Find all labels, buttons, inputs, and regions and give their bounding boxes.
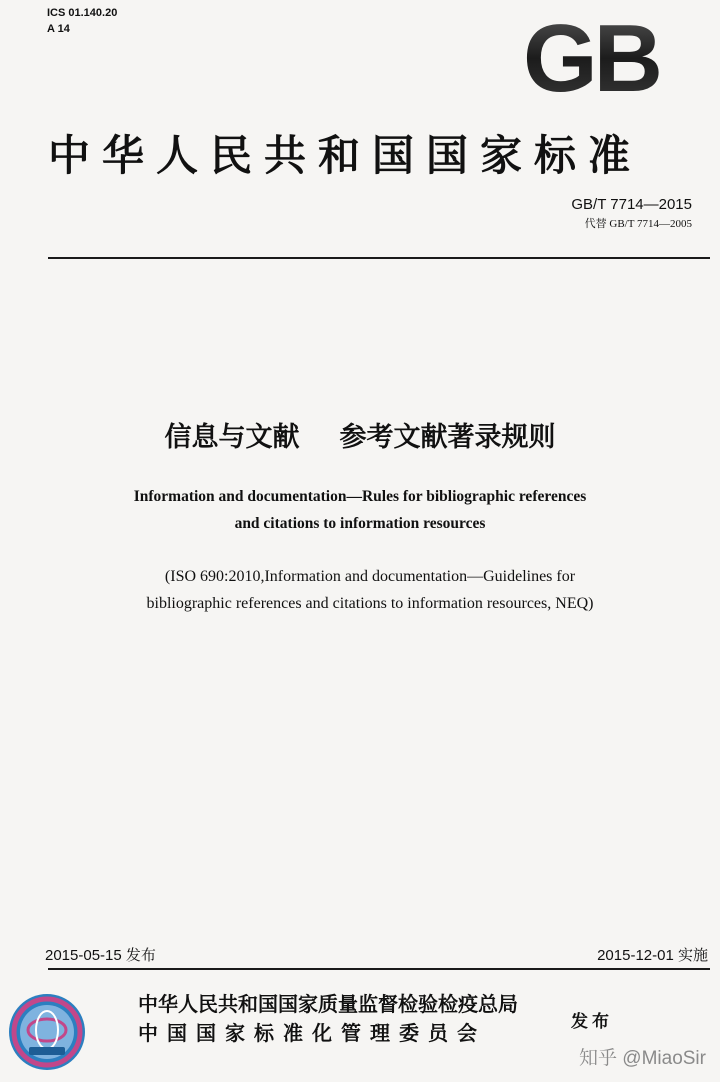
- english-title-line2: and citations to information resources: [234, 515, 486, 532]
- ics-code: ICS 01.140.20: [47, 7, 118, 19]
- chinese-title: [0, 415, 720, 454]
- watermark: 知乎 @MiaoSir: [579, 1048, 706, 1069]
- chinese-title-part2: 参考文献著录规则: [339, 422, 556, 453]
- classification-block: [47, 5, 117, 37]
- header-divider: [48, 257, 710, 259]
- svg-text:GB: GB: [523, 17, 659, 97]
- standard-code: GB/T 7714—2015: [571, 196, 692, 213]
- publish-label: 发布: [571, 1012, 613, 1032]
- footer-divider: [48, 968, 710, 970]
- gb-logo-icon: [512, 17, 670, 97]
- iso-reference-line1: (ISO 690:2010,Information and documentation—Guidelines for: [164, 568, 576, 585]
- issue-date: 2015-05-15 发布: [45, 947, 156, 964]
- issuer-sac: 中国国家标准化管理委员会: [138, 1021, 486, 1045]
- issuer-aqsiq: 中华人民共和国国家质量监督检验检疫总局: [138, 992, 518, 1016]
- standard-name: 中华人民共和国国家标准: [48, 131, 643, 180]
- category-code: A 14: [47, 23, 70, 35]
- iso-reference: [0, 563, 720, 617]
- issuing-authorities: [138, 990, 518, 1048]
- standard-code-block: [571, 196, 692, 231]
- anti-counterfeit-seal-icon: [7, 992, 87, 1072]
- english-title-line1: Information and documentation—Rules for bibliographic references: [133, 488, 587, 505]
- iso-reference-line2: bibliographic references and citations to information resources, NEQ): [146, 595, 594, 612]
- implement-date: 2015-12-01 实施: [597, 947, 708, 964]
- replaces-code: 代替 GB/T 7714—2005: [584, 218, 692, 230]
- english-title: [0, 483, 720, 537]
- chinese-title-part1: 信息与文献: [164, 422, 300, 453]
